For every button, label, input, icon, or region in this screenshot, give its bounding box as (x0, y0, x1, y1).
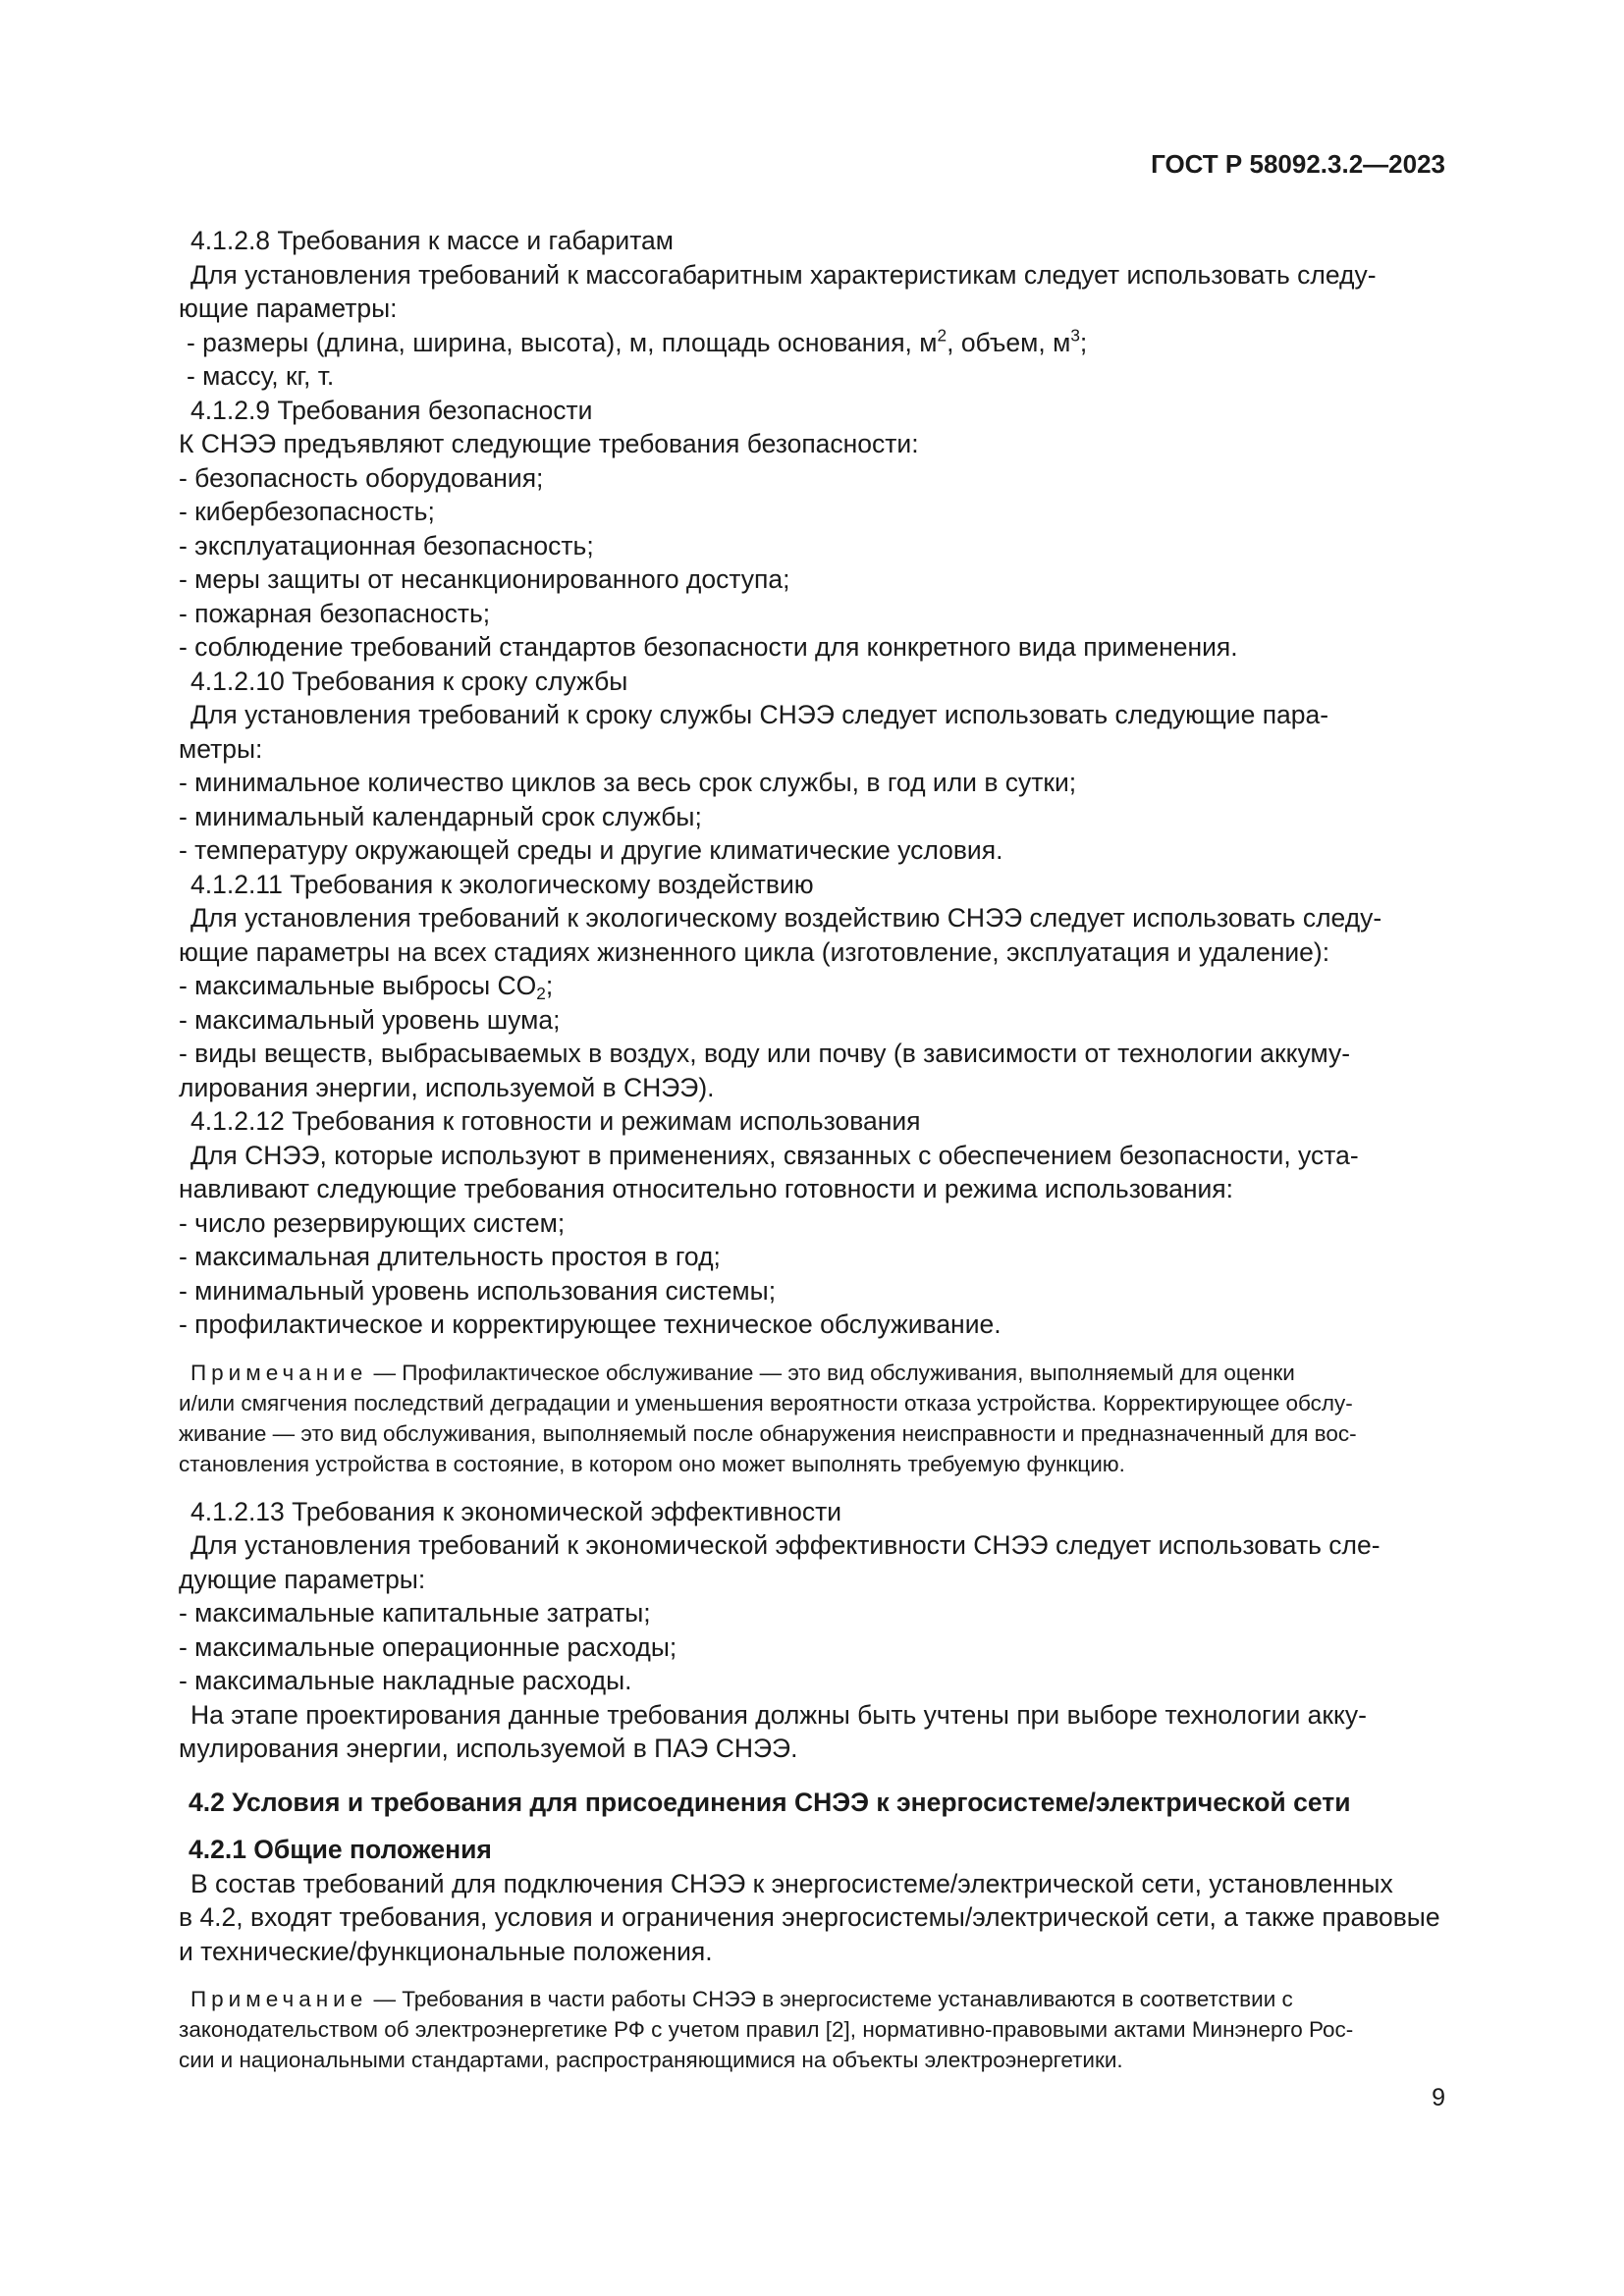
note-text: — Профилактическое обслуживание — это вид обслуживания, выполняемый для оценки (367, 1360, 1295, 1385)
paragraph-line: К СНЭЭ предъявляют следующие требования безопасности: (179, 429, 919, 458)
list-item-text: ; (545, 971, 554, 1000)
note-block (179, 1984, 1445, 2075)
list-item-text: - размеры (длина, ширина, высота), м, площадь основания, м (187, 327, 938, 357)
list-item: - пожарная безопасность; (179, 598, 491, 628)
section-title-4-1-2-12: 4.1.2.12 Требования к готовности и режимам использования (190, 1106, 921, 1136)
section-title-4-2: 4.2 Условия и требования для присоединения СНЭЭ к энергосистеме/электрической сети (189, 1787, 1351, 1817)
list-item: - минимальное количество циклов за весь срок службы, в год или в сутки; (179, 768, 1077, 797)
note-line: и/или смягчения последствий деградации и уменьшения вероятности отказа устройства. Корректирующее обслу- (179, 1390, 1353, 1415)
note-line: живание — это вид обслуживания, выполняемый после обнаружения неисправности и предназначенный для вос- (179, 1420, 1357, 1446)
note-block (179, 1358, 1445, 1479)
list-item: - эксплуатационная безопасность; (179, 530, 594, 561)
list-item: - минимальный уровень использования системы; (179, 1275, 777, 1306)
section-title-4-2-1: 4.2.1 Общие положения (189, 1835, 492, 1864)
paragraph-line: Для установления требований к экологическому воздействию СНЭЭ следует использовать следу- (190, 903, 1382, 933)
paragraph-line: В состав требований для подключения СНЭЭ к энергосистеме/электрической сети, установленных (190, 1868, 1393, 1898)
document-body (179, 224, 1445, 2091)
list-item: - безопасность оборудования; (179, 462, 544, 493)
section-title-4-1-2-11: 4.1.2.11 Требования к экологическому воздействию (190, 869, 814, 899)
paragraph-line: в 4.2, входят требования, условия и ограничения энергосистемы/электрической сети, а также правовые (179, 1902, 1440, 1932)
list-item-text: , объем, м (947, 327, 1071, 357)
note-line: становления устройства в состояние, в котором оно может выполнять требуемую функцию. (179, 1451, 1125, 1476)
section-title-4-1-2-8: 4.1.2.8 Требования к массе и габаритам (190, 226, 675, 255)
list-item: - максимальные операционные расходы; (179, 1631, 677, 1662)
list-item: - соблюдение требований стандартов безопасности для конкретного вида применения. (179, 632, 1238, 662)
paragraph-line: дующие параметры: (179, 1564, 426, 1594)
subscript: 2 (536, 984, 546, 1004)
section-title-4-1-2-10: 4.1.2.10 Требования к сроку службы (190, 666, 628, 696)
paragraph-line: и технические/функциональные положения. (179, 1936, 713, 1966)
note-line (179, 1358, 1445, 1388)
note-line: сии и национальными стандартами, распространяющимися на объекты электроэнергетики. (179, 2048, 1123, 2072)
document-id-header: ГОСТ Р 58092.3.2—2023 (1151, 149, 1445, 179)
list-item: - массу, кг, т. (187, 361, 335, 391)
list-item: - число резервирующих систем; (179, 1207, 566, 1238)
note-text: — Требования в части работы СНЭЭ в энергосистеме устанавливаются в соответствии с (367, 1987, 1293, 2011)
paragraph-line: навливают следующие требования относительно готовности и режима использования: (179, 1174, 1234, 1203)
list-item (179, 326, 1445, 360)
list-item: - виды веществ, выбрасываемых в воздух, воду или почву (в зависимости от технологии аккуму- (179, 1039, 1351, 1068)
paragraph-line: Для установления требований к экономической эффективности СНЭЭ следует использовать сле- (190, 1530, 1380, 1560)
list-item: - минимальный календарный срок службы; (179, 801, 702, 831)
list-item: - максимальная длительность простоя в год; (179, 1242, 721, 1271)
paragraph-line: ющие параметры на всех стадиях жизненного цикла (изготовление, эксплуатация и удаление): (179, 936, 1330, 967)
paragraph-line: метры: (179, 733, 263, 764)
page-number: 9 (1432, 2084, 1445, 2111)
list-item: - максимальный уровень шума; (179, 1004, 561, 1035)
list-item: - температуру окружающей среды и другие климатические условия. (179, 835, 1003, 865)
note-line: законодательством об электроэнергетике РФ с учетом правил [2], нормативно-правовыми актами Минэнерго Рос- (179, 2017, 1354, 2042)
paragraph-line: мулирования энергии, используемой в ПАЭ СНЭЭ. (179, 1734, 798, 1763)
superscript: 2 (937, 325, 947, 346)
list-item: - меры защиты от несанкционированного доступа; (179, 564, 790, 594)
list-item (179, 969, 1445, 1003)
section-title-4-1-2-9: 4.1.2.9 Требования безопасности (190, 395, 593, 425)
note-label: Примечание (190, 1987, 368, 2011)
list-item-continuation: лирования энергии, используемой в СНЭЭ). (179, 1072, 715, 1102)
paragraph-line: Для СНЭЭ, которые используют в применениях, связанных с обеспечением безопасности, уста- (190, 1140, 1359, 1170)
paragraph-line: ющие параметры: (179, 294, 398, 323)
list-item-text: ; (1079, 327, 1088, 357)
list-item-text: - максимальные выбросы CO (179, 971, 537, 1000)
note-label: Примечание (190, 1360, 368, 1385)
list-item: - профилактическое и корректирующее техническое обслуживание. (179, 1309, 1001, 1339)
list-item: - максимальные накладные расходы. (179, 1666, 632, 1695)
section-title-4-1-2-13: 4.1.2.13 Требования к экономической эффективности (190, 1496, 842, 1526)
paragraph-line: Для установления требований к сроку службы СНЭЭ следует использовать следующие пара- (190, 700, 1329, 729)
superscript: 3 (1070, 325, 1080, 346)
list-item: - максимальные капитальные затраты; (179, 1598, 651, 1628)
note-line (179, 1984, 1445, 2014)
paragraph-line: Для установления требований к массогабаритным характеристикам следует использовать следу- (190, 259, 1377, 290)
list-item: - кибербезопасность; (179, 497, 435, 526)
paragraph-line: На этапе проектирования данные требования должны быть учтены при выборе технологии акку- (190, 1699, 1367, 1730)
